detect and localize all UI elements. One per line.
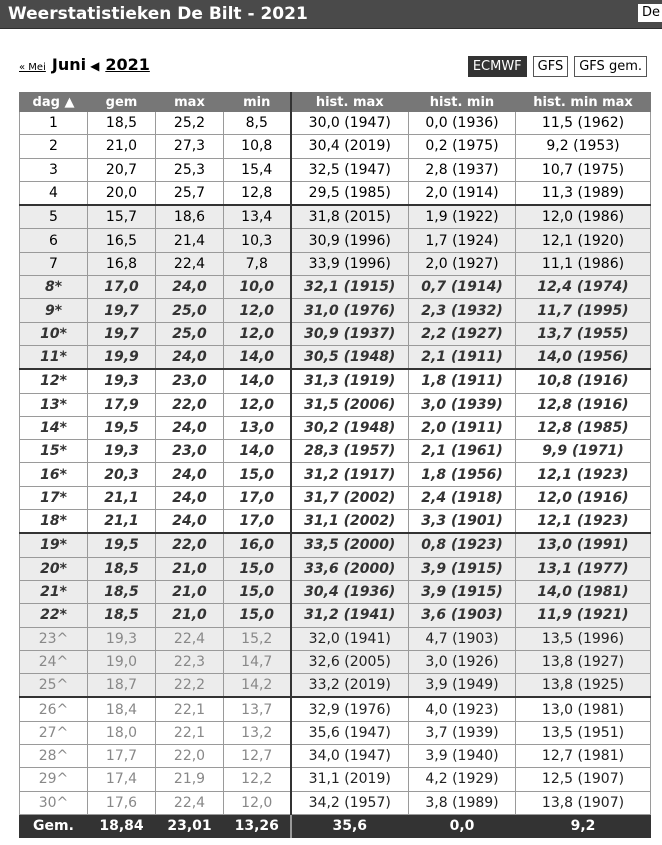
- cell-hist-min: 2,2 (1927): [409, 322, 516, 345]
- cell-max: 25,2: [156, 112, 224, 135]
- cell-max: 21,0: [156, 604, 224, 627]
- cell-hist-min: 0,2 (1975): [409, 135, 516, 158]
- cell-min: 12,8: [224, 181, 291, 205]
- total-cell: 35,6: [291, 814, 409, 837]
- cell-day[interactable]: 25^: [20, 674, 88, 698]
- column-header-hist-max[interactable]: hist. max: [291, 93, 409, 112]
- cell-min: 10,0: [224, 276, 291, 299]
- cell-avg: 18,5: [88, 580, 156, 603]
- cell-hist-min-max: 12,8 (1985): [516, 416, 651, 439]
- cell-hist-min: 4,2 (1929): [409, 768, 516, 791]
- cell-avg: 19,5: [88, 416, 156, 439]
- cell-hist-min: 3,8 (1989): [409, 791, 516, 814]
- cell-hist-max: 31,3 (1919): [291, 369, 409, 393]
- page-title: Weerstatistieken De Bilt - 2021: [8, 4, 308, 24]
- cell-min: 17,0: [224, 486, 291, 509]
- cell-day[interactable]: 13*: [20, 393, 88, 416]
- table-row: [20, 604, 651, 627]
- cell-hist-min-max: 11,9 (1921): [516, 604, 651, 627]
- cell-day[interactable]: 3: [20, 158, 88, 181]
- cell-hist-min: 3,9 (1949): [409, 674, 516, 698]
- cell-avg: 21,0: [88, 135, 156, 158]
- cell-hist-min-max: 13,0 (1981): [516, 697, 651, 721]
- cell-day[interactable]: 7: [20, 252, 88, 275]
- cell-hist-min: 3,9 (1940): [409, 745, 516, 768]
- cell-day[interactable]: 4: [20, 181, 88, 205]
- table-row: [20, 674, 651, 698]
- cell-hist-min: 2,1 (1961): [409, 440, 516, 463]
- cell-day[interactable]: 12*: [20, 369, 88, 393]
- cell-hist-min-max: 12,0 (1916): [516, 486, 651, 509]
- cell-avg: 21,1: [88, 486, 156, 509]
- cell-day[interactable]: 15*: [20, 440, 88, 463]
- cell-max: 23,0: [156, 440, 224, 463]
- table-row: [20, 416, 651, 439]
- cell-min: 15,2: [224, 627, 291, 650]
- column-header-hist-min[interactable]: hist. min: [409, 93, 516, 112]
- cell-hist-min: 0,8 (1923): [409, 533, 516, 557]
- cell-hist-max: 31,8 (2015): [291, 205, 409, 229]
- cell-hist-min-max: 12,1 (1923): [516, 463, 651, 486]
- cell-hist-min-max: 13,7 (1955): [516, 322, 651, 345]
- cell-hist-max: 32,9 (1976): [291, 697, 409, 721]
- cell-avg: 17,6: [88, 791, 156, 814]
- cell-hist-min-max: 13,0 (1991): [516, 533, 651, 557]
- cell-day[interactable]: 28^: [20, 745, 88, 768]
- cell-hist-min-max: 13,1 (1977): [516, 557, 651, 580]
- cell-hist-max: 33,2 (2019): [291, 674, 409, 698]
- cell-max: 24,0: [156, 345, 224, 369]
- cell-max: 23,0: [156, 369, 224, 393]
- cell-avg: 20,7: [88, 158, 156, 181]
- cell-min: 12,7: [224, 745, 291, 768]
- triangle-left-icon[interactable]: ◀: [90, 59, 100, 73]
- cell-hist-min-max: 12,7 (1981): [516, 745, 651, 768]
- cell-avg: 17,0: [88, 276, 156, 299]
- cell-min: 13,2: [224, 721, 291, 744]
- cell-day[interactable]: 26^: [20, 697, 88, 721]
- cell-hist-min-max: 13,8 (1907): [516, 791, 651, 814]
- cell-hist-min: 2,0 (1914): [409, 181, 516, 205]
- cell-max: 24,0: [156, 510, 224, 534]
- cell-hist-max: 30,2 (1948): [291, 416, 409, 439]
- cell-avg: 20,0: [88, 181, 156, 205]
- cell-max: 21,0: [156, 557, 224, 580]
- cell-day[interactable]: 22*: [20, 604, 88, 627]
- cell-day[interactable]: 24^: [20, 650, 88, 673]
- cell-max: 25,3: [156, 158, 224, 181]
- cell-hist-max: 34,0 (1947): [291, 745, 409, 768]
- cell-hist-max: 31,2 (1941): [291, 604, 409, 627]
- cell-day[interactable]: 20*: [20, 557, 88, 580]
- cell-min: 12,0: [224, 393, 291, 416]
- cell-avg: 18,5: [88, 112, 156, 135]
- cell-hist-min-max: 10,8 (1916): [516, 369, 651, 393]
- cell-hist-min-max: 11,1 (1986): [516, 252, 651, 275]
- cell-max: 24,0: [156, 463, 224, 486]
- cell-avg: 19,3: [88, 627, 156, 650]
- table-row: [20, 745, 651, 768]
- cell-day[interactable]: 11*: [20, 345, 88, 369]
- table-row: [20, 252, 651, 275]
- cell-hist-max: 28,3 (1957): [291, 440, 409, 463]
- cell-avg: 19,3: [88, 440, 156, 463]
- language-select[interactable]: De: [638, 4, 662, 22]
- table-row: [20, 697, 651, 721]
- cell-avg: 20,3: [88, 463, 156, 486]
- title-bar: [0, 0, 662, 29]
- cell-max: 24,0: [156, 486, 224, 509]
- cell-max: 21,0: [156, 580, 224, 603]
- cell-hist-max: 30,4 (2019): [291, 135, 409, 158]
- cell-max: 22,4: [156, 791, 224, 814]
- table-row: [20, 486, 651, 509]
- cell-hist-min-max: 13,8 (1927): [516, 650, 651, 673]
- cell-max: 22,2: [156, 674, 224, 698]
- model-button-gfs-gem[interactable]: GFS gem.: [574, 56, 647, 77]
- cell-hist-min-max: 12,8 (1916): [516, 393, 651, 416]
- cell-hist-max: 30,4 (1936): [291, 580, 409, 603]
- cell-hist-min-max: 14,0 (1981): [516, 580, 651, 603]
- total-cell: 23,01: [156, 814, 224, 837]
- cell-max: 27,3: [156, 135, 224, 158]
- cell-day[interactable]: 1: [20, 112, 88, 135]
- cell-hist-min-max: 11,5 (1962): [516, 112, 651, 135]
- table-row: [20, 768, 651, 791]
- model-button-ecmwf[interactable]: ECMWF: [468, 56, 527, 77]
- total-cell: Gem.: [20, 814, 88, 837]
- cell-min: 10,3: [224, 229, 291, 252]
- cell-hist-max: 31,1 (2002): [291, 510, 409, 534]
- table-row: [20, 533, 651, 557]
- cell-min: 15,4: [224, 158, 291, 181]
- cell-hist-min-max: 12,5 (1907): [516, 768, 651, 791]
- cell-avg: 17,9: [88, 393, 156, 416]
- table-row: [20, 580, 651, 603]
- cell-min: 7,8: [224, 252, 291, 275]
- cell-min: 8,5: [224, 112, 291, 135]
- cell-day[interactable]: 17*: [20, 486, 88, 509]
- cell-hist-max: 32,0 (1941): [291, 627, 409, 650]
- table-row: [20, 463, 651, 486]
- cell-min: 15,0: [224, 604, 291, 627]
- cell-min: 14,0: [224, 440, 291, 463]
- cell-hist-max: 29,5 (1985): [291, 181, 409, 205]
- cell-day[interactable]: 6: [20, 229, 88, 252]
- cell-day[interactable]: 18*: [20, 510, 88, 534]
- total-cell: 13,26: [224, 814, 291, 837]
- cell-hist-max: 32,6 (2005): [291, 650, 409, 673]
- cell-max: 22,1: [156, 697, 224, 721]
- cell-hist-min: 3,9 (1915): [409, 557, 516, 580]
- cell-hist-max: 30,0 (1947): [291, 112, 409, 135]
- cell-hist-max: 31,5 (2006): [291, 393, 409, 416]
- table-row: [20, 791, 651, 814]
- cell-hist-min: 1,7 (1924): [409, 229, 516, 252]
- cell-hist-max: 31,7 (2002): [291, 486, 409, 509]
- cell-max: 18,6: [156, 205, 224, 229]
- cell-max: 25,7: [156, 181, 224, 205]
- cell-hist-min: 1,8 (1956): [409, 463, 516, 486]
- table-row: [20, 440, 651, 463]
- cell-max: 22,3: [156, 650, 224, 673]
- table-row: [20, 510, 651, 534]
- cell-day[interactable]: 9*: [20, 299, 88, 322]
- column-header-min[interactable]: min: [224, 93, 291, 112]
- table-row: [20, 322, 651, 345]
- cell-day[interactable]: 29^: [20, 768, 88, 791]
- cell-max: 22,4: [156, 252, 224, 275]
- cell-avg: 18,0: [88, 721, 156, 744]
- column-header-max[interactable]: max: [156, 93, 224, 112]
- cell-hist-max: 32,1 (1915): [291, 276, 409, 299]
- cell-hist-max: 31,1 (2019): [291, 768, 409, 791]
- table-row: [20, 557, 651, 580]
- cell-max: 24,0: [156, 416, 224, 439]
- cell-hist-max: 31,2 (1917): [291, 463, 409, 486]
- cell-avg: 19,9: [88, 345, 156, 369]
- cell-hist-min: 2,8 (1937): [409, 158, 516, 181]
- cell-min: 14,2: [224, 674, 291, 698]
- table-row: [20, 721, 651, 744]
- table-row: [20, 229, 651, 252]
- cell-hist-min-max: 12,0 (1986): [516, 205, 651, 229]
- cell-min: 15,0: [224, 463, 291, 486]
- cell-hist-min-max: 12,1 (1920): [516, 229, 651, 252]
- cell-min: 13,0: [224, 416, 291, 439]
- cell-min: 15,0: [224, 580, 291, 603]
- cell-max: 21,9: [156, 768, 224, 791]
- table-row: [20, 369, 651, 393]
- column-header-day[interactable]: dag ▲: [20, 93, 88, 112]
- weather-table: [19, 92, 651, 838]
- year-link[interactable]: 2021: [105, 55, 150, 74]
- cell-max: 24,0: [156, 276, 224, 299]
- cell-hist-max: 34,2 (1957): [291, 791, 409, 814]
- cell-hist-max: 30,9 (1937): [291, 322, 409, 345]
- cell-hist-min-max: 9,9 (1971): [516, 440, 651, 463]
- cell-hist-min-max: 11,7 (1995): [516, 299, 651, 322]
- cell-avg: 18,4: [88, 697, 156, 721]
- cell-avg: 16,5: [88, 229, 156, 252]
- cell-day[interactable]: 23^: [20, 627, 88, 650]
- cell-min: 14,0: [224, 345, 291, 369]
- cell-avg: 19,7: [88, 322, 156, 345]
- cell-hist-min-max: 14,0 (1956): [516, 345, 651, 369]
- month-navigation: [19, 55, 150, 79]
- table-header-row: [20, 93, 651, 112]
- cell-hist-min-max: 10,7 (1975): [516, 158, 651, 181]
- model-selector: [468, 56, 647, 77]
- totals-row: [20, 814, 651, 837]
- column-header-avg[interactable]: gem: [88, 93, 156, 112]
- cell-min: 10,8: [224, 135, 291, 158]
- cell-avg: 18,7: [88, 674, 156, 698]
- current-month: Juni: [51, 55, 87, 74]
- cell-avg: 17,4: [88, 768, 156, 791]
- cell-day[interactable]: 30^: [20, 791, 88, 814]
- cell-hist-min: 2,0 (1927): [409, 252, 516, 275]
- cell-hist-min: 4,7 (1903): [409, 627, 516, 650]
- cell-hist-max: 32,5 (1947): [291, 158, 409, 181]
- cell-hist-min: 3,3 (1901): [409, 510, 516, 534]
- cell-hist-min-max: 12,1 (1923): [516, 510, 651, 534]
- cell-hist-max: 35,6 (1947): [291, 721, 409, 744]
- cell-hist-max: 33,9 (1996): [291, 252, 409, 275]
- cell-day[interactable]: 14*: [20, 416, 88, 439]
- cell-hist-min-max: 13,5 (1951): [516, 721, 651, 744]
- cell-hist-min-max: 9,2 (1953): [516, 135, 651, 158]
- cell-min: 14,7: [224, 650, 291, 673]
- model-button-gfs[interactable]: GFS: [533, 56, 569, 77]
- cell-hist-min: 2,1 (1911): [409, 345, 516, 369]
- table-row: [20, 181, 651, 205]
- cell-day[interactable]: 27^: [20, 721, 88, 744]
- cell-avg: 17,7: [88, 745, 156, 768]
- cell-min: 12,0: [224, 322, 291, 345]
- table-row: [20, 205, 651, 229]
- cell-hist-min: 2,3 (1932): [409, 299, 516, 322]
- cell-hist-min-max: 11,3 (1989): [516, 181, 651, 205]
- cell-hist-max: 33,5 (2000): [291, 533, 409, 557]
- cell-max: 22,4: [156, 627, 224, 650]
- cell-day[interactable]: 8*: [20, 276, 88, 299]
- cell-hist-max: 33,6 (2000): [291, 557, 409, 580]
- cell-min: 16,0: [224, 533, 291, 557]
- table-row: [20, 135, 651, 158]
- cell-max: 22,0: [156, 533, 224, 557]
- cell-avg: 18,5: [88, 604, 156, 627]
- cell-day[interactable]: 10*: [20, 322, 88, 345]
- cell-avg: 19,0: [88, 650, 156, 673]
- cell-hist-max: 30,9 (1996): [291, 229, 409, 252]
- cell-hist-min: 2,0 (1911): [409, 416, 516, 439]
- cell-hist-min-max: 13,8 (1925): [516, 674, 651, 698]
- table-row: [20, 158, 651, 181]
- cell-avg: 19,5: [88, 533, 156, 557]
- cell-min: 17,0: [224, 510, 291, 534]
- cell-day[interactable]: 21*: [20, 580, 88, 603]
- cell-min: 12,2: [224, 768, 291, 791]
- table-row: [20, 393, 651, 416]
- cell-avg: 21,1: [88, 510, 156, 534]
- cell-hist-min: 1,9 (1922): [409, 205, 516, 229]
- cell-hist-min: 4,0 (1923): [409, 697, 516, 721]
- cell-avg: 19,7: [88, 299, 156, 322]
- table-row: [20, 299, 651, 322]
- cell-hist-min: 0,7 (1914): [409, 276, 516, 299]
- cell-hist-min: 3,0 (1926): [409, 650, 516, 673]
- table-row: [20, 627, 651, 650]
- table-row: [20, 112, 651, 135]
- cell-max: 22,1: [156, 721, 224, 744]
- cell-day[interactable]: 19*: [20, 533, 88, 557]
- cell-hist-min: 3,7 (1939): [409, 721, 516, 744]
- cell-hist-min: 3,9 (1915): [409, 580, 516, 603]
- column-header-hist-min-max[interactable]: hist. min max: [516, 93, 651, 112]
- cell-avg: 16,8: [88, 252, 156, 275]
- cell-min: 12,0: [224, 791, 291, 814]
- cell-hist-min-max: 12,4 (1974): [516, 276, 651, 299]
- previous-month-link[interactable]: « Mei: [19, 62, 46, 73]
- cell-max: 21,4: [156, 229, 224, 252]
- cell-day[interactable]: 5: [20, 205, 88, 229]
- cell-avg: 15,7: [88, 205, 156, 229]
- cell-max: 22,0: [156, 745, 224, 768]
- cell-hist-min: 0,0 (1936): [409, 112, 516, 135]
- cell-hist-min: 3,6 (1903): [409, 604, 516, 627]
- table-row: [20, 345, 651, 369]
- cell-hist-min: 3,0 (1939): [409, 393, 516, 416]
- total-cell: 9,2: [516, 814, 651, 837]
- table-row: [20, 276, 651, 299]
- cell-day[interactable]: 2: [20, 135, 88, 158]
- cell-max: 22,0: [156, 393, 224, 416]
- cell-min: 15,0: [224, 557, 291, 580]
- cell-hist-max: 30,5 (1948): [291, 345, 409, 369]
- cell-hist-min: 2,4 (1918): [409, 486, 516, 509]
- cell-max: 25,0: [156, 299, 224, 322]
- cell-hist-max: 31,0 (1976): [291, 299, 409, 322]
- table-row: [20, 650, 651, 673]
- cell-min: 13,4: [224, 205, 291, 229]
- cell-min: 14,0: [224, 369, 291, 393]
- cell-avg: 18,5: [88, 557, 156, 580]
- cell-min: 13,7: [224, 697, 291, 721]
- cell-max: 25,0: [156, 322, 224, 345]
- cell-hist-min: 1,8 (1911): [409, 369, 516, 393]
- cell-hist-min-max: 13,5 (1996): [516, 627, 651, 650]
- total-cell: 0,0: [409, 814, 516, 837]
- total-cell: 18,84: [88, 814, 156, 837]
- cell-min: 12,0: [224, 299, 291, 322]
- cell-day[interactable]: 16*: [20, 463, 88, 486]
- cell-avg: 19,3: [88, 369, 156, 393]
